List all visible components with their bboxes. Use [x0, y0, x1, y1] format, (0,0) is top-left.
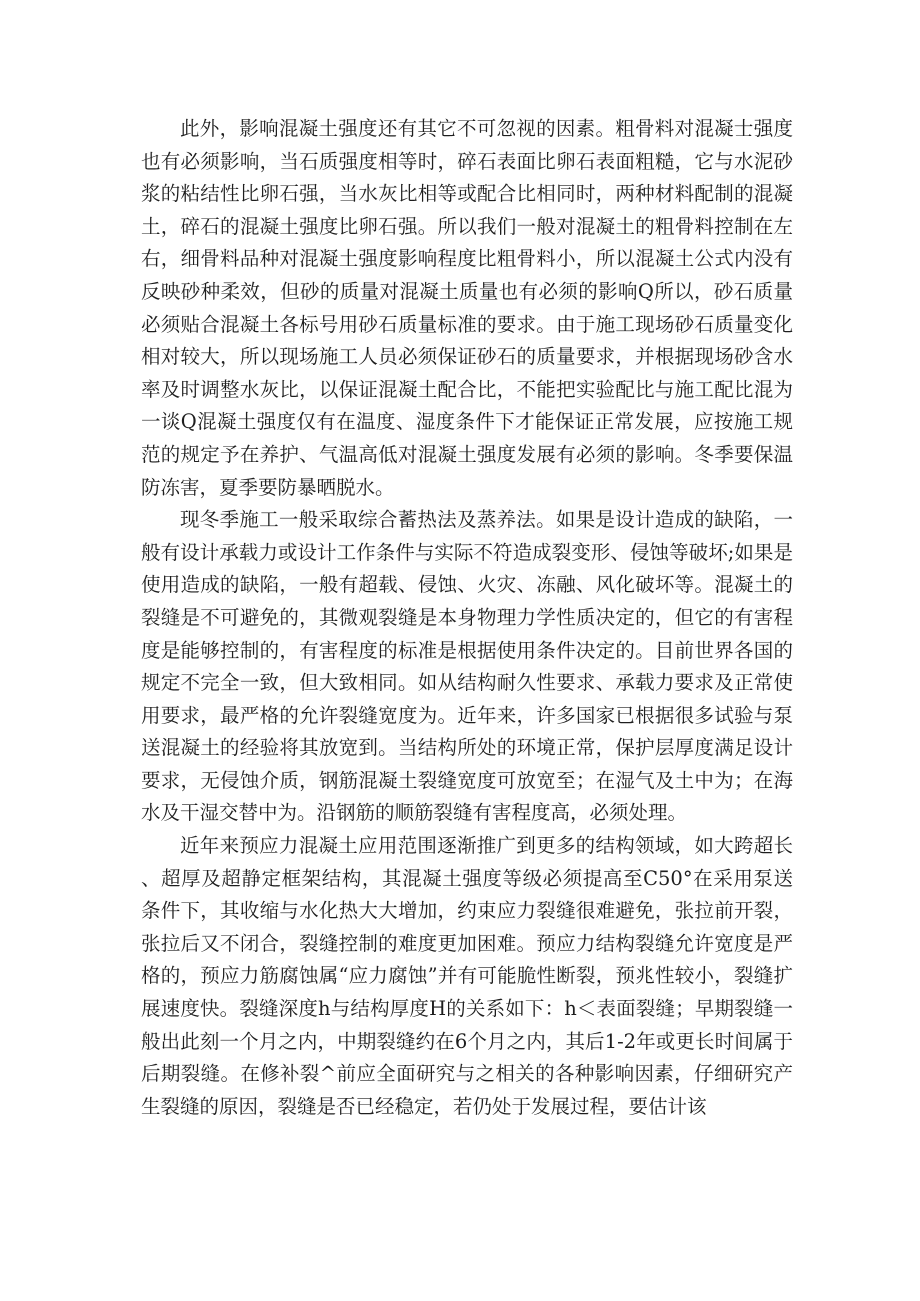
document-body [141, 113, 793, 1123]
paragraph-winter-construction-cracks: 现冬季施工一般采取综合蓄热法及蒸养法。如果是设计造成的缺陷，一般有设计承载力或设计工作条件与实际不符造成裂变形、侵蚀等破坏;如果是使用造成的缺陷，一般有超载、侵蚀、火灾、冻融、风化破坏等。混凝土的裂缝是不可避免的，其微观裂缝是本身物理力学性质决定的，但它的有害程度是能够控制的，有害程度的标准是根据使用条件决定的。目前世界各国的规定不完全一致，但大致相同。如从结构耐久性要求、承载力要求及正常使用要求，最严格的允许裂缝宽度为。近年来，许多国家已根据很多试验与泵送混凝土的经验将其放宽到。当结构所处的环境正常，保护层厚度满足设计要求，无侵蚀介质，钢筋混凝土裂缝宽度可放宽至；在湿气及土中为；在海水及干湿交替中为。沿钢筋的顺筋裂缝有害程度高，必须处理。 [141, 508, 793, 825]
paragraph-concrete-strength-factors: 此外，影响混凝土强度还有其它不可忽视的因素。粗骨料对混凝士强度也有必须影响，当石质强度相等时，碎石表面比卵石表面粗糙，它与水泥砂浆的粘结性比卵石强，当水灰比相等或配合比相同时，两种材料配制的混凝土，碎石的混凝土强度比卵石强。所以我们一般对混凝土的粗骨料控制在左右，细骨料品种对混凝土强度影响程度比粗骨料小，所以混凝土公式内没有反映砂种柔效，但砂的质量对混凝土质量也有必须的影响Q所以，砂石质量必须贴合混凝土各标号用砂石质量标准的要求。由于施工现场砂石质量变化相对较大，所以现场施工人员必须保证砂石的质量要求，并根据现场砂含水率及时调整水灰比，以保证混凝土配合比，不能把实验配比与施工配比混为一谈Q混凝土强度仅有在温度、湿度条件下才能保证正常发展，应按施工规范的规定予在养护、气温高低对混凝土强度发展有必须的影响。冬季要保温防冻害，夏季要防暴晒脱水。 [141, 117, 793, 499]
paragraph-prestressed-concrete: 近年来预应力混凝土应用范围逐渐推广到更多的结构领域，如大跨超长、超厚及超静定框架结构，其混凝土强度等级必须提高至C50°在采用泵送条件下，其收缩与水化热大大增加，约束应力裂缝很难避免，张拉前开裂，张拉后又不闭合，裂缝控制的难度更加困难。预应力结构裂缝允许宽度是严格的，预应力筋腐蚀属“应力腐蚀”并有可能脆性断裂，预兆性较小，裂缝扩展速度快。裂缝深度h与结构厚度H的关系如下：h＜表面裂缝；早期裂缝一般出此刻一个月之内，中期裂缝约在6个月之内，其后1-2年或更长时间属于后期裂缝。在修补裂^前应全面研究与之相关的各种影响因素，仔细研究产生裂缝的原因，裂缝是否已经稳定，若仍处于发展过程，要估计该 [141, 834, 793, 1118]
